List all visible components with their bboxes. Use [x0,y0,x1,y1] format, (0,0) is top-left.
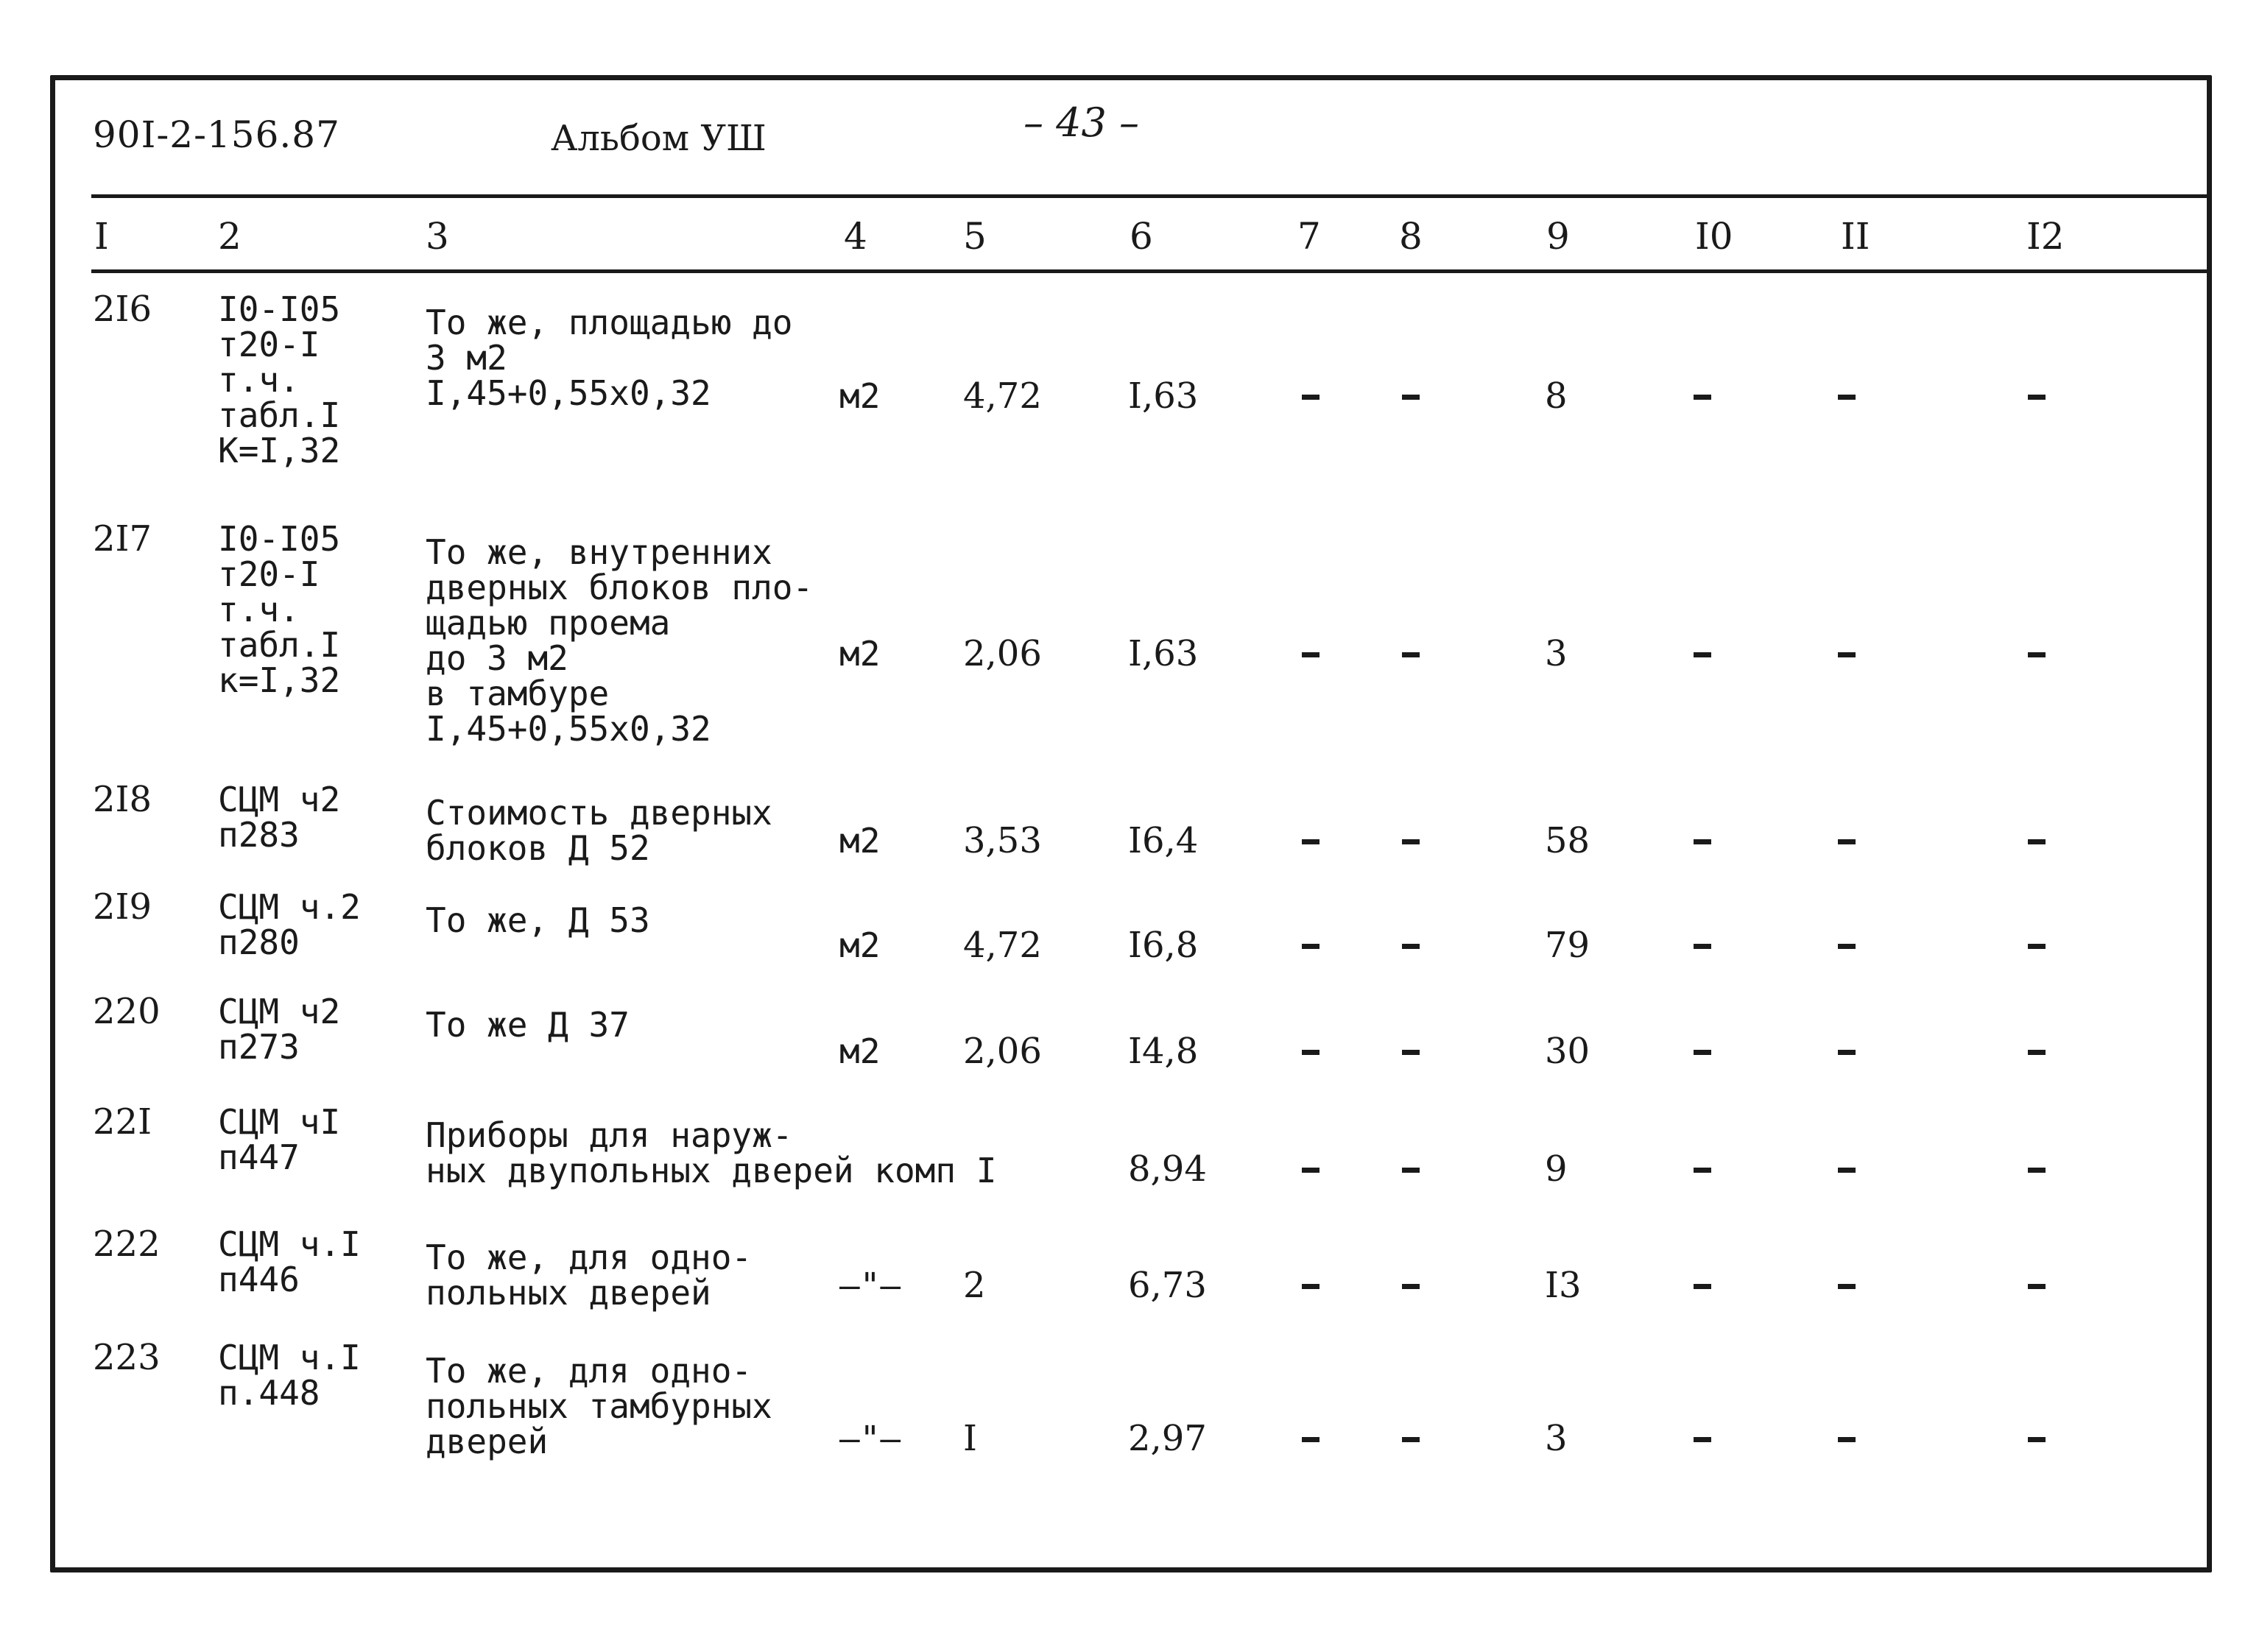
page-number: – 43 – [1023,99,1140,146]
empty-cell-dash [1838,944,1856,949]
empty-cell-dash [1838,652,1856,657]
column-header: 5 [963,215,987,258]
work-description: То же, внутренних дверных блоков пло- щадью проема до 3 м2 в тамбуре I,45+0,55х0,32 [426,532,814,749]
column-header: 8 [1399,215,1423,258]
unit-of-measure: м2 [839,634,881,674]
empty-cell-dash [1838,839,1856,844]
empty-cell-dash [1694,395,1711,400]
row-number: 2I6 [93,289,152,330]
norm-code: СЦМ чI п447 [218,1102,341,1177]
unit-price: I,63 [1128,633,1199,674]
empty-cell-dash [1402,839,1420,844]
empty-cell-dash [1402,1284,1420,1289]
quantity: 2,06 [963,633,1042,674]
row-number: 222 [93,1224,161,1265]
empty-cell-dash [1302,652,1320,657]
empty-cell-dash [1694,1284,1711,1289]
empty-cell-dash [2028,652,2046,657]
empty-cell-dash [1838,1050,1856,1055]
norm-code: СЦМ ч2 п273 [218,992,341,1067]
empty-cell-dash [1694,1050,1711,1055]
work-description: То же, для одно- польных тамбурных дверей [426,1351,772,1461]
unit-price: 8,94 [1128,1148,1207,1190]
empty-cell-dash [1838,395,1856,400]
unit-price: 2,97 [1128,1418,1207,1459]
empty-cell-dash [2028,395,2046,400]
header-bottom-rule [91,269,2209,273]
unit-price: I,63 [1128,375,1199,417]
empty-cell-dash [1402,944,1420,949]
unit-price: 6,73 [1128,1265,1207,1306]
empty-cell-dash [2028,1050,2046,1055]
work-description: То же, Д 53 [426,900,650,940]
column-header: 7 [1297,215,1321,258]
empty-cell-dash [1302,1050,1320,1055]
column-9-value: 30 [1545,1031,1590,1072]
column-9-value: 9 [1545,1148,1568,1190]
quantity: I [963,1418,977,1459]
quantity: 2,06 [963,1031,1042,1072]
norm-code: СЦМ ч2 п283 [218,780,341,855]
empty-cell-dash [1302,1168,1320,1173]
empty-cell-dash [2028,1284,2046,1289]
unit-of-measure: м2 [839,1031,881,1071]
quantity: 2 [963,1265,986,1306]
column-header: I0 [1695,215,1733,258]
empty-cell-dash [1302,1437,1320,1442]
column-header: I2 [2026,215,2065,258]
album-label: Альбом УШ [551,118,767,159]
row-number: 220 [93,991,161,1032]
empty-cell-dash [1838,1437,1856,1442]
empty-cell-dash [1302,839,1320,844]
column-header: II [1841,215,1870,258]
unit-of-measure: –"– [839,1266,901,1305]
empty-cell-dash [2028,839,2046,844]
row-number: 2I9 [93,886,152,928]
empty-cell-dash [1838,1284,1856,1289]
empty-cell-dash [1838,1168,1856,1173]
unit-of-measure: м2 [839,925,881,965]
quantity: 3,53 [963,820,1042,861]
empty-cell-dash [1402,1050,1420,1055]
column-header: I [94,215,109,258]
column-header: 6 [1130,215,1153,258]
quantity: 4,72 [963,925,1042,966]
empty-cell-dash [2028,1437,2046,1442]
norm-code: СЦМ ч.2 п280 [218,887,361,962]
row-number: 223 [93,1337,161,1378]
unit-price: I6,8 [1128,925,1199,966]
norm-code: I0-I05 т20-I т.ч. табл.I К=I,32 [218,289,341,470]
empty-cell-dash [1402,395,1420,400]
work-description: Приборы для наруж- ных двупольных дверей комп I [426,1115,997,1190]
unit-of-measure: м2 [839,376,881,416]
work-description: То же, площадью до 3 м2 I,45+0,55х0,32 [426,303,793,413]
column-9-value: 3 [1545,1418,1568,1459]
column-header: 3 [426,215,449,258]
unit-of-measure: м2 [839,821,881,861]
empty-cell-dash [1402,652,1420,657]
column-9-value: 3 [1545,633,1568,674]
empty-cell-dash [2028,944,2046,949]
empty-cell-dash [1694,944,1711,949]
document-code: 90I-2-156.87 [93,113,340,156]
empty-cell-dash [1694,1168,1711,1173]
empty-cell-dash [2028,1168,2046,1173]
work-description: Стоимость дверных блоков Д 52 [426,793,772,868]
work-description: То же Д 37 [426,1005,630,1045]
empty-cell-dash [1302,395,1320,400]
row-number: 2I7 [93,518,152,560]
empty-cell-dash [1694,839,1711,844]
empty-cell-dash [1402,1168,1420,1173]
row-number: 2I8 [93,779,152,820]
column-header: 4 [844,215,867,258]
column-header: 9 [1546,215,1570,258]
norm-code: I0-I05 т20-I т.ч. табл.I к=I,32 [218,519,341,700]
empty-cell-dash [1302,1284,1320,1289]
column-9-value: I3 [1545,1265,1582,1306]
empty-cell-dash [1402,1437,1420,1442]
column-header: 2 [218,215,242,258]
empty-cell-dash [1694,1437,1711,1442]
unit-of-measure: –"– [839,1419,901,1458]
empty-cell-dash [1302,944,1320,949]
column-9-value: 8 [1545,375,1568,417]
row-number: 22I [93,1101,152,1143]
column-9-value: 58 [1545,820,1590,861]
empty-cell-dash [1694,652,1711,657]
unit-price: I4,8 [1128,1031,1199,1072]
norm-code: СЦМ ч.I п.448 [218,1338,361,1413]
norm-code: СЦМ ч.I п446 [218,1224,361,1299]
header-top-rule [91,194,2209,198]
quantity: 4,72 [963,375,1042,417]
column-9-value: 79 [1545,925,1590,966]
work-description: То же, для одно- польных дверей [426,1238,753,1313]
unit-price: I6,4 [1128,820,1199,861]
